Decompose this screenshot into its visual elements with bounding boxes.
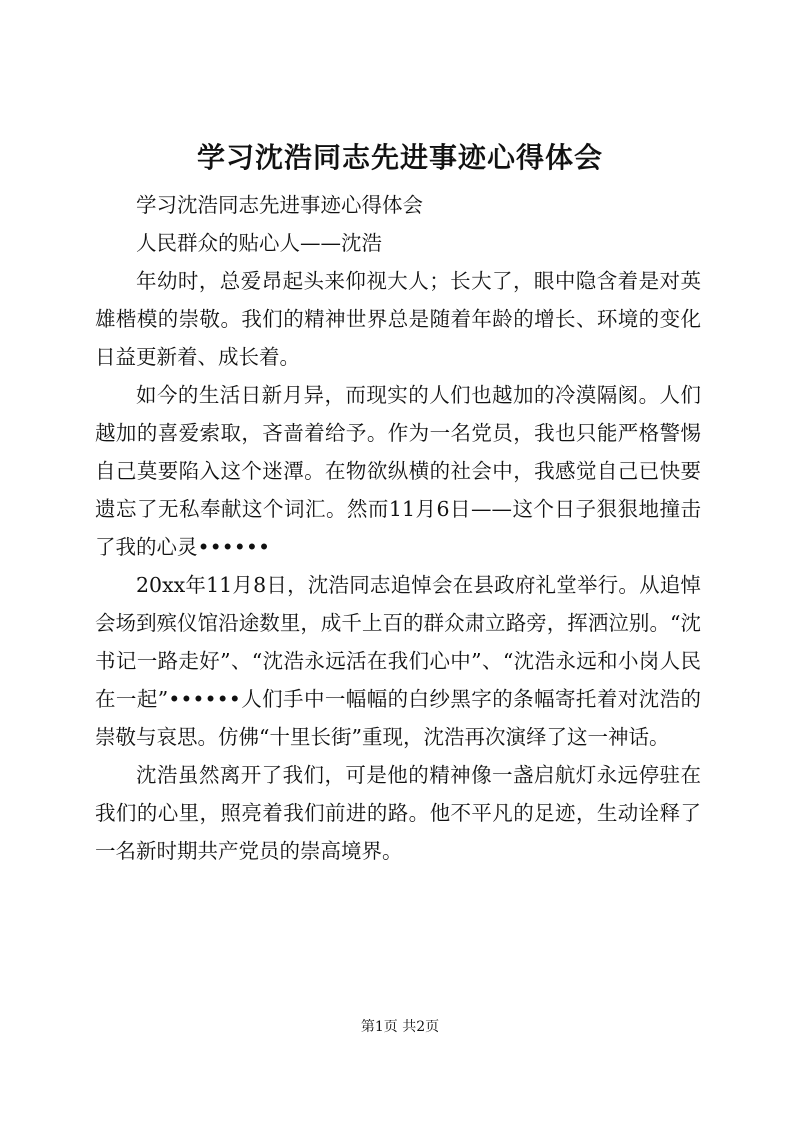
paragraph: 20xx年11月8日，沈浩同志追悼会在县政府礼堂举行。从追悼会场到殡仪馆沿途数里，成千上百的群众肃立路旁，挥洒泣别。“沈书记一路走好”、“沈浩永远活在我们心中”、“沈浩永远和小岗人民在一起”••••••人们手中一幅幅的白纱黑字的条幅寄托着对沈浩的崇敬与哀思。仿佛“十里长街”重现，沈浩再次演绎了这一神话。	[95, 573, 701, 749]
document-body	[95, 186, 701, 870]
paragraph-subtitle: 学习沈浩同志先进事迹心得体会	[136, 193, 423, 217]
paragraph: 如今的生活日新月异，而现实的人们也越加的冷漠隔阂。人们越加的喜爱索取，吝啬着给予。作为一名党员，我也只能严格警惕自己莫要陷入这个迷潭。在物欲纵横的社会中，我感觉自己已快要遗忘了无私奉献这个词汇。然而11月6日——这个日子狠狠地撞击了我的心灵••••••	[95, 383, 701, 559]
paragraph-heading: 人民群众的贴心人——沈浩	[136, 231, 382, 255]
paragraph: 沈浩虽然离开了我们，可是他的精神像一盏启航灯永远停驻在我们的心里，照亮着我们前进的路。他不平凡的足迹，生动诠释了一名新时期共产党员的崇高境界。	[95, 763, 701, 863]
page-number-footer: 第1页 共2页	[360, 1019, 440, 1035]
paragraph: 年幼时，总爱昂起头来仰视大人；长大了，眼中隐含着是对英雄楷模的崇敬。我们的精神世界总是随着年龄的增长、环境的变化日益更新着、成长着。	[95, 269, 701, 369]
document-title: 学习沈浩同志先进事迹心得体会	[196, 141, 603, 174]
